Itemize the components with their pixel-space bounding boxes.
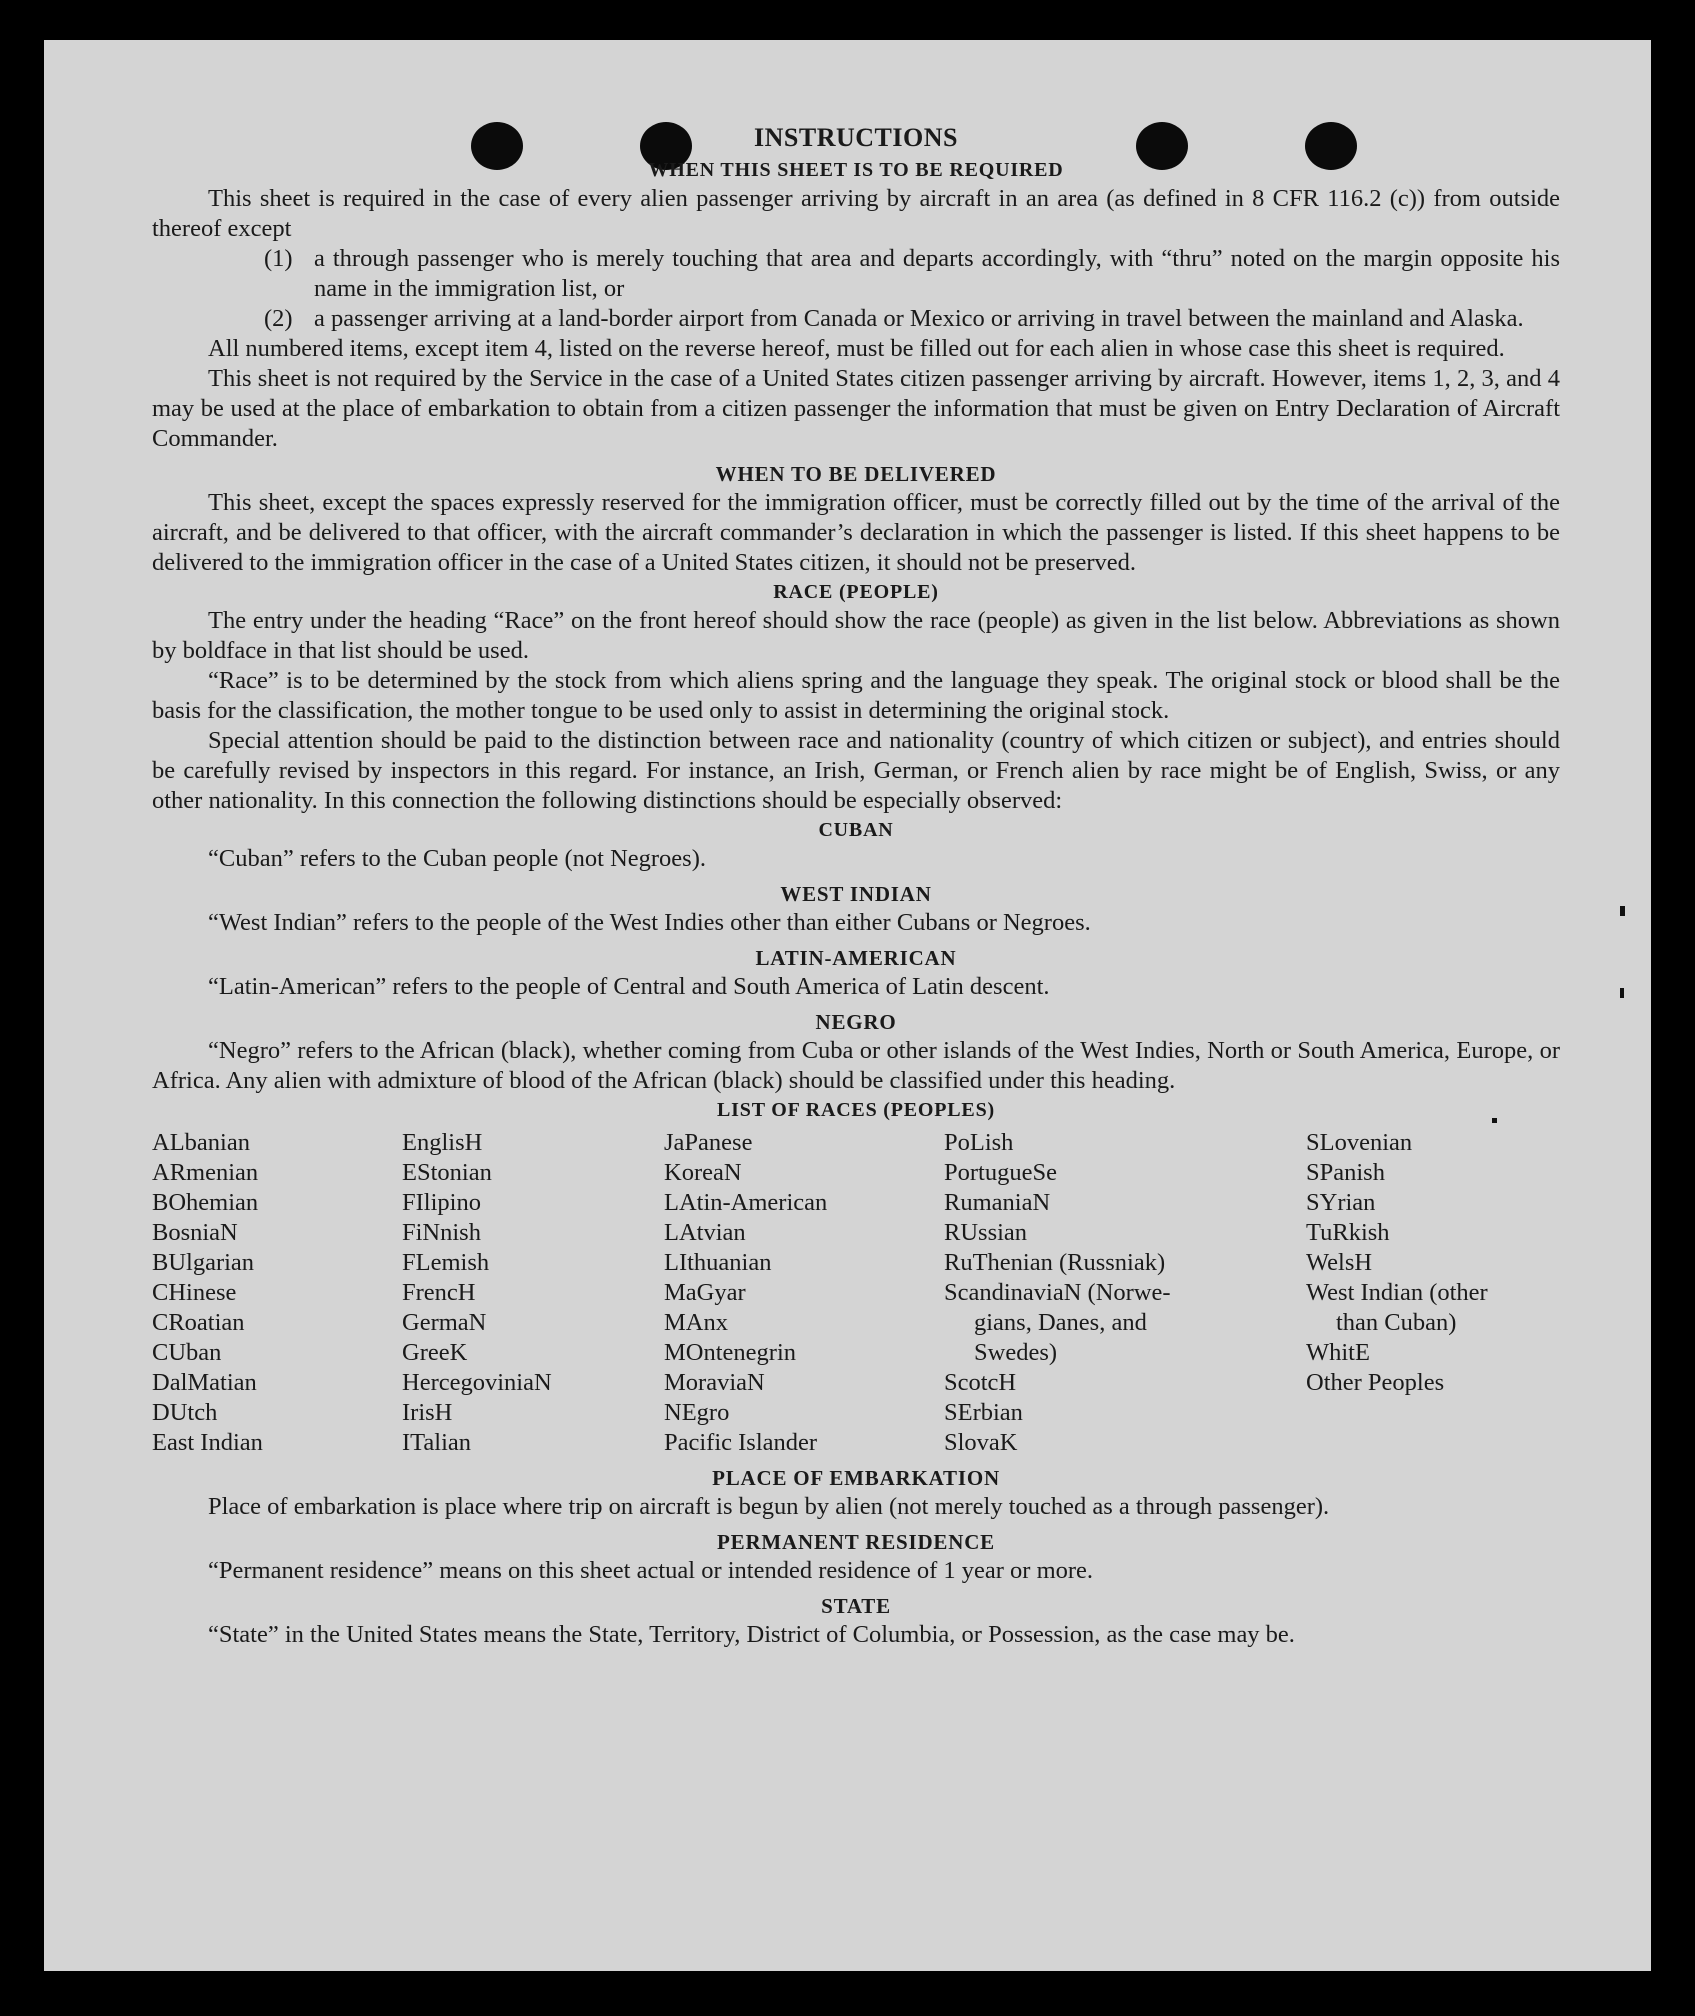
when-delivered-text: This sheet, except the spaces expressly reserved for the immigration officer, must be correctly filled out by the time of the arrival of the aircraft, and be delivered to that officer, with the aircraft commander’s declaration in which the passenger is listed. If this sheet happens to be delivered to the immigration officer in the case of a United States citizen, it should not be preserved. — [152, 489, 1560, 576]
race-entry: GreeK — [402, 1339, 468, 1366]
race-column — [664, 1128, 944, 1458]
race-entry: MoraviaN — [664, 1369, 765, 1396]
race-entry: LAtvian — [664, 1219, 746, 1246]
race-entry: HercegoviniaN — [402, 1369, 552, 1396]
race-entry: FLemish — [402, 1249, 490, 1276]
race-entry: NEgro — [664, 1399, 730, 1426]
race-entry: FiNnish — [402, 1219, 481, 1246]
heading-when-delivered: WHEN TO BE DELIVERED — [715, 462, 997, 486]
race-column — [944, 1128, 1306, 1458]
race-entry: PortugueSe — [944, 1159, 1057, 1186]
race-entry: Swedes) — [974, 1339, 1058, 1366]
margin-mark — [1620, 906, 1625, 916]
race-list — [152, 1128, 1560, 1458]
heading-negro: NEGRO — [815, 1010, 897, 1034]
residence-text: “Permanent residence” means on this sheet actual or intended residence of 1 year or more. — [208, 1557, 1094, 1584]
race-entry: TuRkish — [1306, 1219, 1390, 1246]
race-entry: Other Peoples — [1306, 1369, 1445, 1396]
race-entry: MAnx — [664, 1309, 728, 1336]
race-column — [402, 1128, 664, 1458]
when-required-intro: This sheet is required in the case of every alien passenger arriving by aircraft in an area (as defined in 8 CFR 116.2 (c)) from outside thereof except — [152, 185, 1560, 242]
race-entry: ITalian — [402, 1429, 472, 1456]
cuban-text: “Cuban” refers to the Cuban people (not Negroes). — [208, 845, 706, 872]
race-entry: ARmenian — [152, 1159, 259, 1186]
race-entry: EnglisH — [402, 1129, 483, 1156]
heading-list-of-races: LIST OF RACES (PEOPLES) — [717, 1099, 995, 1121]
race-entry: JaPanese — [664, 1129, 753, 1156]
race-entry: CUban — [152, 1339, 222, 1366]
state-text: “State” in the United States means the State, Territory, District of Columbia, or Possession, as the case may be. — [208, 1621, 1295, 1648]
heading-race: RACE (PEOPLE) — [773, 581, 939, 603]
item-text: a through passenger who is merely touching that area and departs accordingly, with “thru” noted on the margin opposite his name in the immigration list, or — [314, 245, 1560, 302]
heading-west-indian: WEST INDIAN — [780, 882, 932, 906]
negro-text: “Negro” refers to the African (black), whether coming from Cuba or other islands of the West Indies, North or South America, Europe, or Africa. Any alien with admixture of blood of the African (black) should be classified under this heading. — [152, 1037, 1560, 1094]
race-para3: Special attention should be paid to the distinction between race and nationality (country of which citizen or subject), and entries should be carefully revised by inspectors in this regard. For instance, an Irish, German, or French alien by race might be of English, Swiss, or any other nationality. In this connection the following distinctions should be especially observed: — [152, 727, 1560, 814]
item-number: (1) — [264, 245, 293, 272]
exception-item — [264, 304, 1560, 334]
race-entry: LAtin-American — [664, 1189, 828, 1216]
race-entry: RuThenian (Russniak) — [944, 1249, 1166, 1276]
when-required-para3: This sheet is not required by the Service in the case of a United States citizen passenger arriving by aircraft. However, items 1, 2, 3, and 4 may be used at the place of embarkation to obtain from a citizen passenger the information that must be given on Entry Declaration of Aircraft Commander. — [152, 365, 1560, 452]
embarkation-text: Place of embarkation is place where trip on aircraft is begun by alien (not merely touched as a through passenger). — [208, 1493, 1330, 1520]
item-number: (2) — [264, 305, 293, 332]
race-entry: SPanish — [1306, 1159, 1385, 1186]
heading-when-required: WHEN THIS SHEET IS TO BE REQUIRED — [648, 159, 1064, 181]
margin-mark — [1620, 988, 1624, 998]
race-entry: BOhemian — [152, 1189, 259, 1216]
race-entry: DUtch — [152, 1399, 218, 1426]
instructions-body — [152, 120, 1560, 1650]
page-title: INSTRUCTIONS — [754, 123, 958, 152]
race-entry: SYrian — [1306, 1189, 1376, 1216]
item-text: a passenger arriving at a land-border airport from Canada or Mexico or arriving in travel between the mainland and Alaska. — [314, 305, 1524, 332]
race-entry: SErbian — [944, 1399, 1023, 1426]
race-entry: FrencH — [402, 1279, 476, 1306]
race-entry: SLovenian — [1306, 1129, 1413, 1156]
race-entry: RUssian — [944, 1219, 1028, 1246]
race-entry: WhitE — [1306, 1339, 1370, 1366]
race-entry: than Cuban) — [1336, 1309, 1457, 1336]
latin-american-text: “Latin-American” refers to the people of Central and South America of Latin descent. — [208, 973, 1050, 1000]
race-entry: West Indian (other — [1306, 1279, 1488, 1306]
race-entry: ALbanian — [152, 1129, 250, 1156]
race-column — [1306, 1128, 1560, 1458]
race-entry: LIthuanian — [664, 1249, 772, 1276]
race-para1: The entry under the heading “Race” on the front hereof should show the race (people) as given in the list below. Abbreviations as shown by boldface in that list should be used. — [152, 607, 1560, 664]
heading-latin-american: LATIN-AMERICAN — [755, 946, 957, 970]
exception-item — [264, 244, 1560, 304]
race-entry: WelsH — [1306, 1249, 1373, 1276]
heading-embarkation: PLACE OF EMBARKATION — [712, 1466, 1000, 1490]
west-indian-text: “West Indian” refers to the people of the West Indies other than either Cubans or Negroes. — [208, 909, 1091, 936]
race-entry: MOntenegrin — [664, 1339, 796, 1366]
race-entry: PoLish — [944, 1129, 1014, 1156]
race-entry: SlovaK — [944, 1429, 1018, 1456]
race-entry: BosniaN — [152, 1219, 238, 1246]
when-required-para2: All numbered items, except item 4, listed on the reverse hereof, must be filled out for each alien in whose case this sheet is required. — [208, 335, 1505, 362]
heading-residence: PERMANENT RESIDENCE — [717, 1530, 995, 1554]
race-entry: RumaniaN — [944, 1189, 1051, 1216]
race-entry: EStonian — [402, 1159, 492, 1186]
race-para2: “Race” is to be determined by the stock from which aliens spring and the language they speak. The original stock or blood shall be the basis for the classification, the mother tongue to be used only to assist in determining the original stock. — [152, 667, 1560, 724]
race-column — [152, 1128, 402, 1458]
race-entry: DalMatian — [152, 1369, 257, 1396]
race-entry: gians, Danes, and — [974, 1309, 1147, 1336]
race-entry: GermaN — [402, 1309, 487, 1336]
heading-cuban: CUBAN — [818, 819, 894, 841]
race-entry: CHinese — [152, 1279, 237, 1306]
heading-state: STATE — [821, 1594, 891, 1618]
race-entry: East Indian — [152, 1429, 263, 1456]
race-entry: ScotcH — [944, 1369, 1017, 1396]
race-entry: Pacific Islander — [664, 1429, 818, 1456]
race-entry: FIlipino — [402, 1189, 481, 1216]
race-entry: IrisH — [402, 1399, 453, 1426]
race-entry: BUlgarian — [152, 1249, 255, 1276]
race-entry: ScandinaviaN (Norwe- — [944, 1279, 1171, 1306]
race-entry: KoreaN — [664, 1159, 742, 1186]
race-entry: MaGyar — [664, 1279, 746, 1306]
race-entry: CRoatian — [152, 1309, 245, 1336]
